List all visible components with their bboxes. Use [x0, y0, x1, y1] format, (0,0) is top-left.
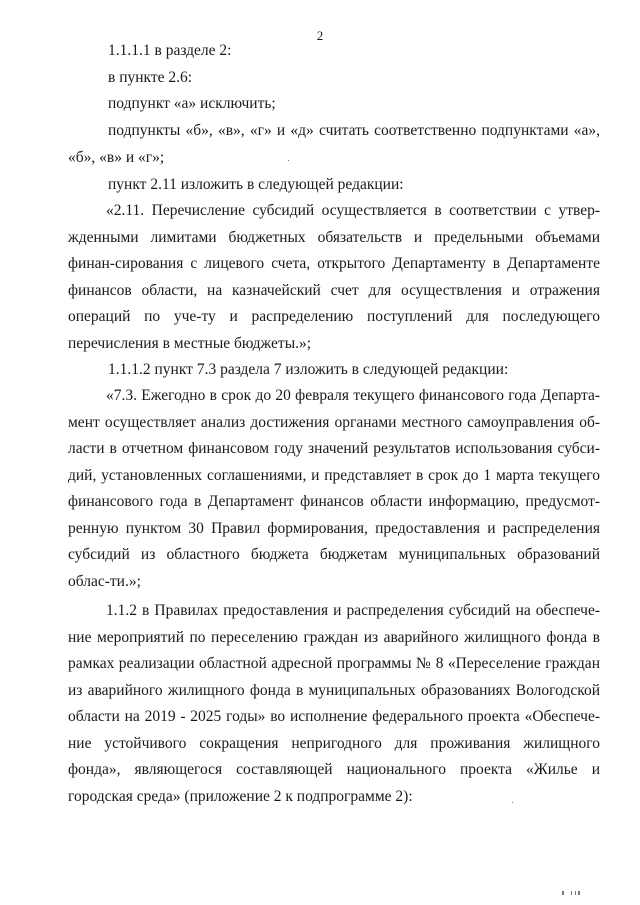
paragraph-item-2-6: в пункте 2.6:	[108, 69, 193, 86]
scan-speck	[288, 160, 289, 161]
paragraph-subitems-rename-line-1: подпункты «б», «в», «г» и «д» считать соответственно подпунктами «а»,	[108, 122, 600, 139]
scan-mark	[562, 891, 564, 895]
paragraph-1-1-2: 1.1.2 в Правилах предоставления и распределения субсидий на обеспече-ние мероприятий по переселению граждан из аварийного жилищного фонда в рамках реализации областной адресной программы № 8 «Переселение граждан из аварийного жилищного фонда в муниципальных образованиях Вологодской области на 2019 - 2025 годы» во исполнение федерального проекта «Обеспече-ние устойчивого сокращения непригодного для проживания жилищного фонда», являющегося составляющей национального проекта «Жилье и городская среда» (приложение 2 к подпрограмме 2):	[68, 602, 600, 805]
paragraph-1-1-1-1: 1.1.1.1 в разделе 2:	[108, 42, 232, 59]
page-number: 2	[316, 28, 324, 43]
paragraph-item-2-11-text: «2.11. Перечисление субсидий осуществляется в соответствии с утвер-жденными лимитами бюджетных обязательств и предельными объемами финан-сирования с лицевого счета, открытого Департаменту в Департаменте финансов области, на казначейский счет для осуществления и отражения операций по уче-ту и распределению поступлений для последующего перечисления в местные бюджеты.»;	[68, 202, 600, 352]
paragraph-item-7-3-text: «7.3. Ежегодно в срок до 20 февраля текущего финансового года Департа-мент осуществляет анализ достижения органами местного самоуправления об-ласти в отчетном финансовом году значений результатов использования субси-дий, установленных соглашениями, и представляет в срок до 1 марта текущего финансового года в Департамент финансов области информацию, предусмот-ренную пунктом 30 Правил формирования, предоставления и распределения субсидий из областного бюджета бюджетам муниципальных образований облас-ти.»;	[68, 387, 600, 590]
scan-speck	[512, 802, 513, 803]
scan-mark	[575, 891, 576, 895]
paragraph-item-2-11-intro: пункт 2.11 изложить в следующей редакции:	[108, 176, 404, 193]
paragraph-1-1-1-2: 1.1.1.2 пункт 7.3 раздела 7 изложить в следующей редакции:	[108, 361, 509, 378]
scan-mark	[578, 891, 580, 895]
scan-mark	[571, 891, 572, 895]
paragraph-subitems-rename-line-2: «б», «в» и «г»;	[68, 149, 165, 166]
paragraph-subitem-a-exclude: подпункт «а» исключить;	[108, 95, 276, 112]
